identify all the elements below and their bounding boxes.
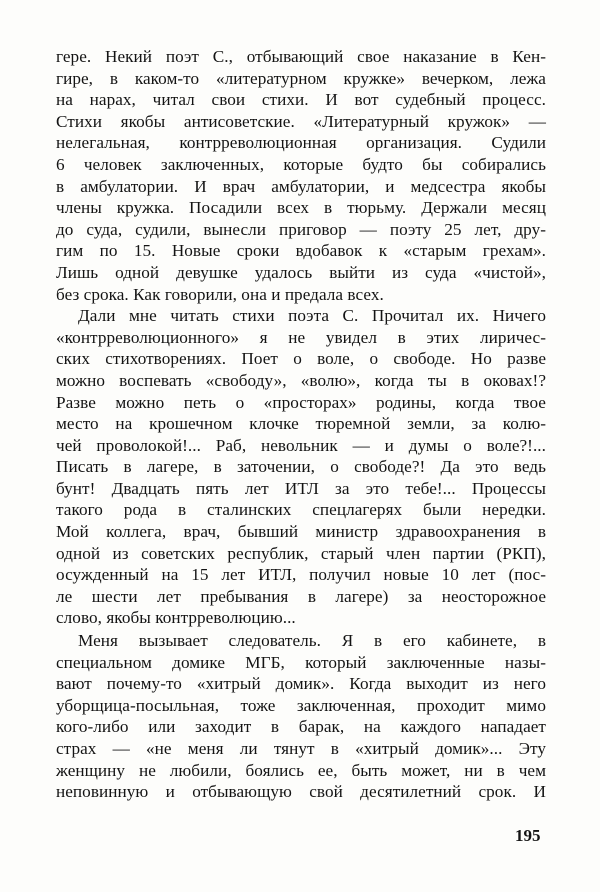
text-line: кого-либо или заходит в барак, на каждого нападает — [56, 717, 546, 737]
text-line: Разве можно петь о «просторах» родины, когда твое — [56, 392, 546, 412]
text-line: страх — «не меня ли тянут в «хитрый домик»... Эту — [56, 738, 546, 758]
text-line: Лишь одной девушке удалось выйти из суда «чистой», — [56, 262, 546, 282]
paragraph-2 — [56, 305, 546, 629]
text-line: осужденный на 15 лет ИТЛ, получил новые 10 лет (пос- — [56, 565, 546, 585]
text-line: можно воспевать «свободу», «волю», когда ты в оковах!? — [56, 370, 546, 390]
text-line: до суда, судили, вынесли приговор — поэту 25 лет, дру- — [56, 219, 546, 239]
section-text-block — [56, 630, 546, 803]
text-line: Писать в лагере, в заточении, о свободе?! Да это ведь — [56, 457, 546, 477]
paragraph-3 — [56, 630, 546, 803]
text-line: бунт! Двадцать пять лет ИТЛ за это тебе!... Процессы — [56, 478, 546, 498]
text-line: гере. Некий поэт С., отбывающий свое наказание в Кен- — [56, 47, 546, 66]
paragraph-1 — [56, 46, 546, 305]
text-line: без срока. Как говорили, она и предала всех. — [56, 284, 384, 304]
text-line: специальном домике МГБ, который заключенные назы- — [56, 652, 546, 672]
text-line: уборщица-посыльная, тоже заключенная, проходит мимо — [56, 695, 546, 715]
page-number: 195 — [515, 826, 541, 845]
text-line: Мой коллега, врач, бывший министр здравоохранения в — [56, 522, 546, 542]
text-line: Дали мне читать стихи поэта С. Прочитал их. Ничего — [78, 306, 546, 326]
text-line: вают почему-то «хитрый домик». Когда выходит из него — [56, 674, 546, 694]
text-line: 6 человек заключенных, которые будто бы собирались — [56, 154, 546, 174]
text-line: в амбулатории. И врач амбулатории, и медсестра якобы — [56, 176, 546, 196]
text-line: слово, якобы контрреволюцию... — [56, 608, 296, 628]
text-line: члены кружка. Посадили всех в тюрьму. Держали месяц — [56, 198, 546, 218]
text-line: такого рода в сталинских спецлагерях были нередки. — [56, 500, 546, 520]
text-line: женщину не любили, боялись ее, быть может, ни в чем — [56, 760, 546, 780]
text-line: неповинную и отбывающую свой десятилетний срок. И — [56, 782, 546, 802]
text-line: чей проволокой!... Раб, невольник — и думы о воле?!... — [56, 435, 546, 455]
main-text-block — [56, 46, 546, 629]
text-line: место на крошечном клочке тюремной земли, за колю- — [56, 414, 546, 434]
text-line: на нарах, читал свои стихи. И вот судебный процесс. — [56, 90, 546, 110]
text-line: нелегальная, контрреволюционная организация. Судили — [56, 133, 546, 153]
text-line: одной из советских республик, старый член партии (РКП), — [56, 543, 546, 563]
text-line: ских стихотворениях. Поет о воле, о свободе. Но разве — [56, 349, 546, 369]
text-line: «контрреволюционного» я не увидел в этих лиричес- — [56, 327, 546, 347]
text-line: Меня вызывает следователь. Я в его кабинете, в — [78, 631, 546, 650]
text-line: гим по 15. Новые сроки вдобавок к «старым грехам». — [56, 241, 546, 261]
text-line: Стихи якобы антисоветские. «Литературный кружок» — — [56, 111, 546, 131]
text-line: ле шести лет пребывания в лагере) за неосторожное — [56, 586, 546, 606]
text-line: гире, в каком-то «литературном кружке» вечерком, лежа — [56, 68, 546, 88]
